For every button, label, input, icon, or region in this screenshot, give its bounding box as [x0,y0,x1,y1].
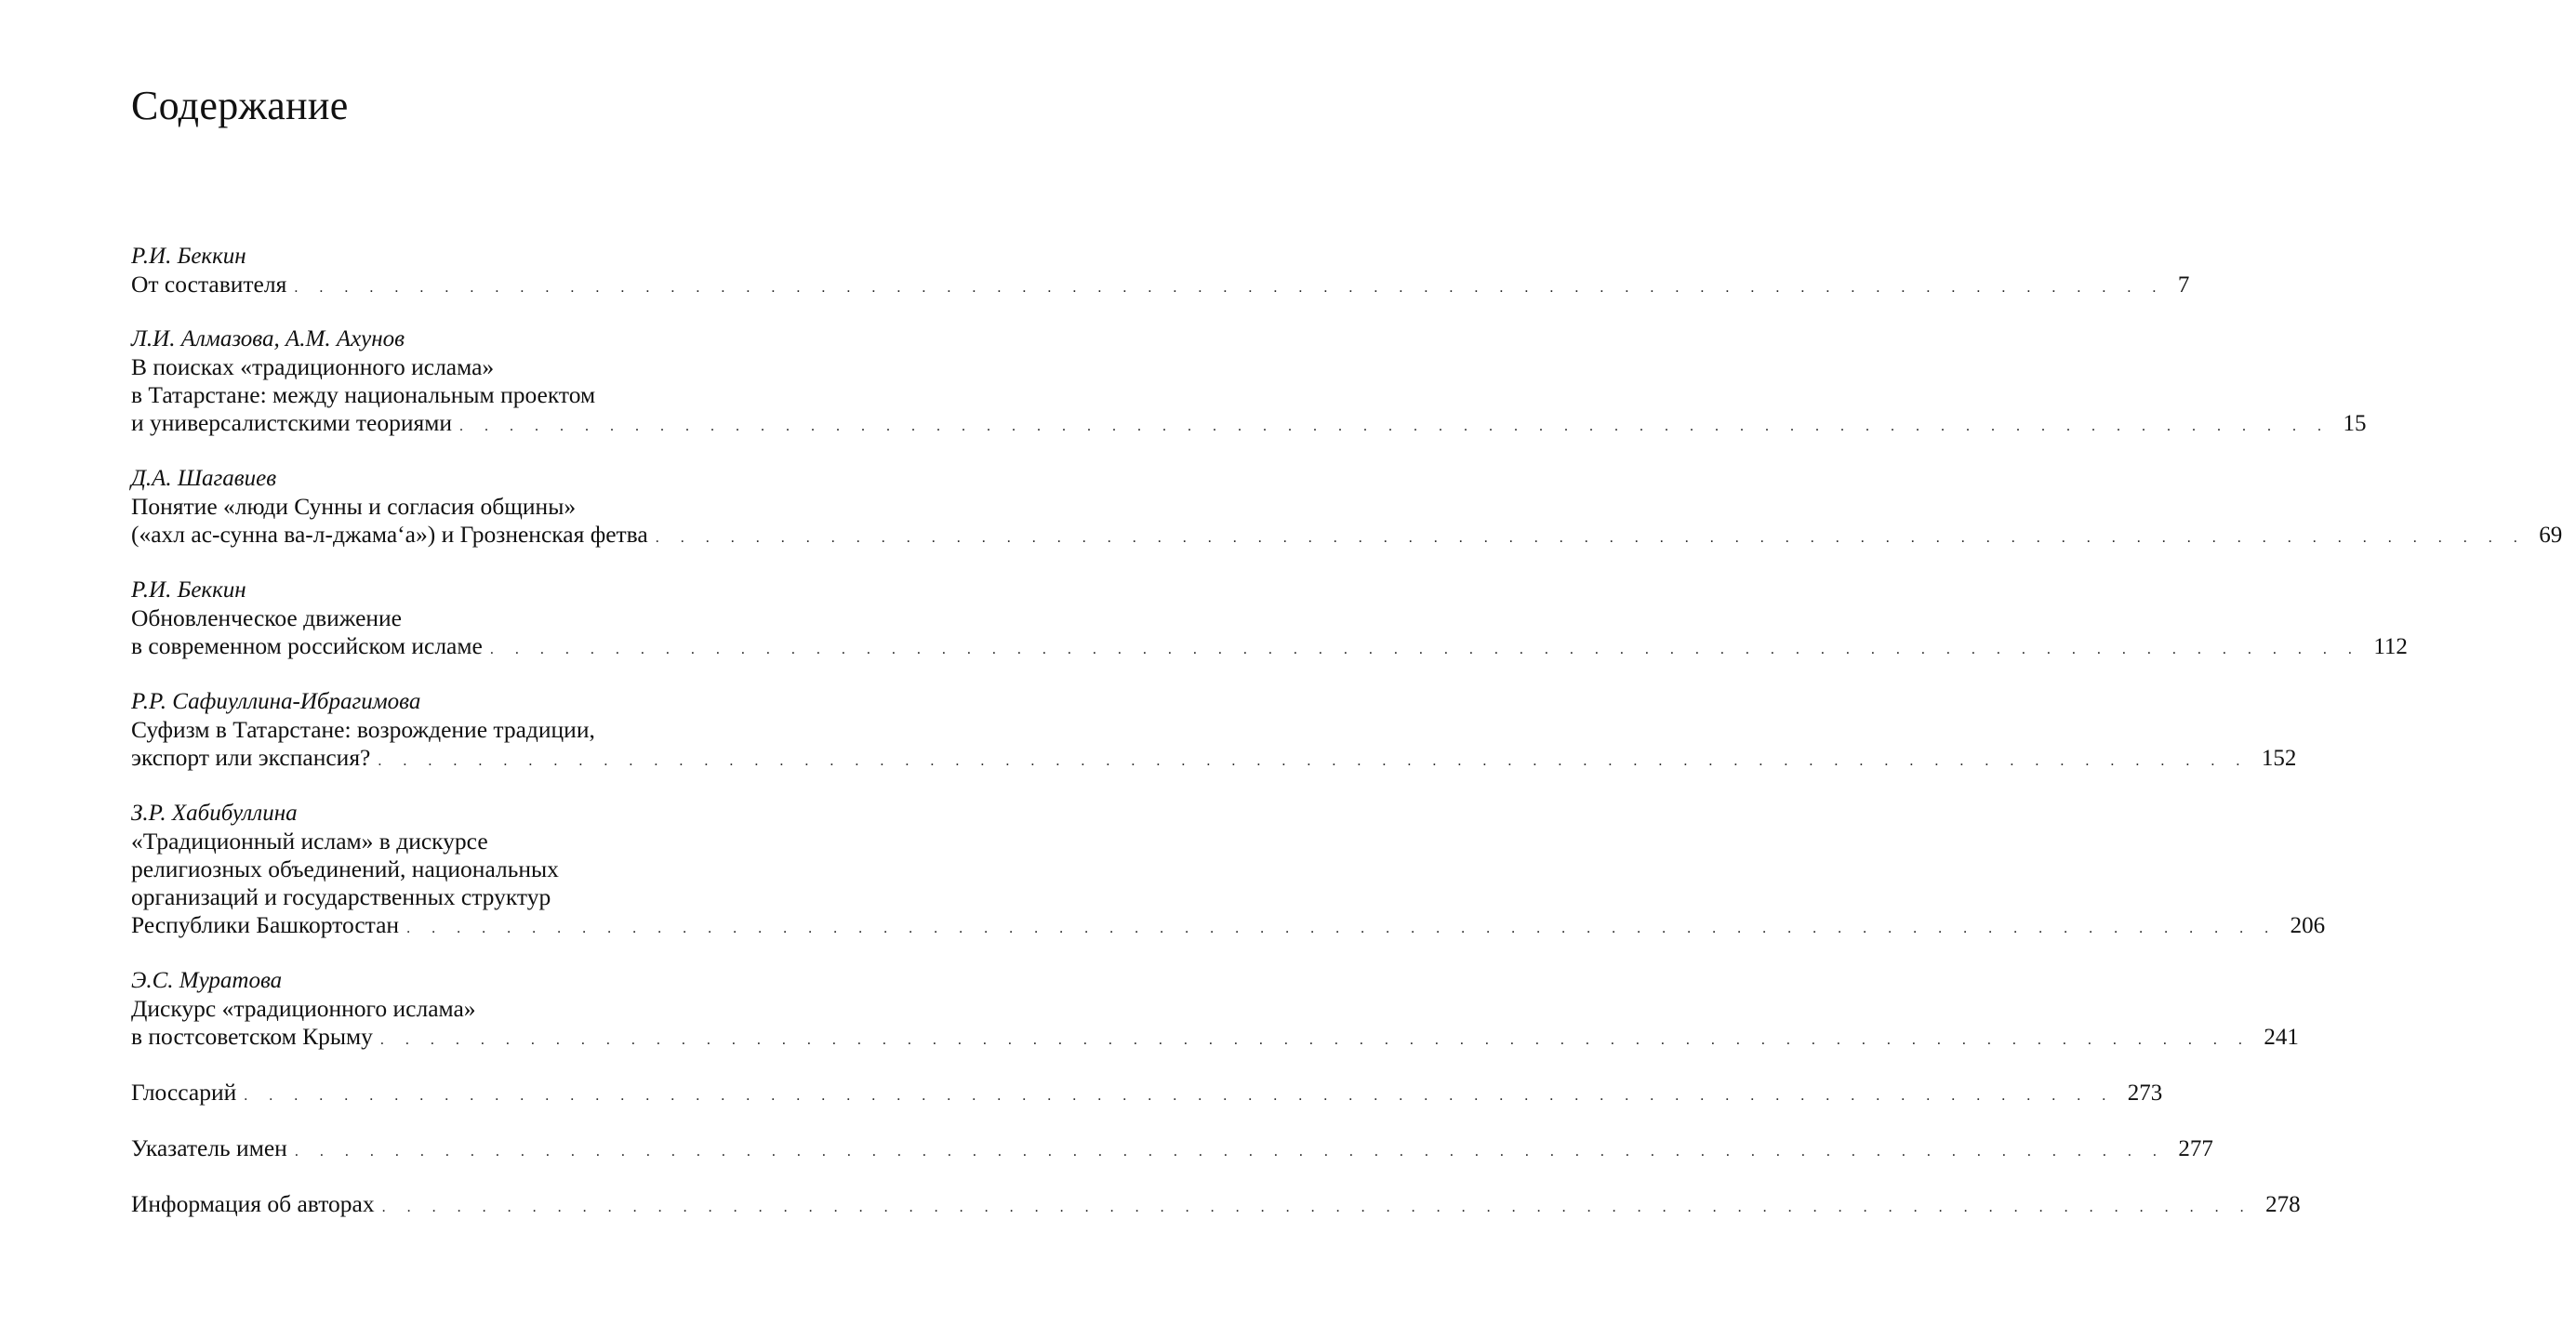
toc-entry[interactable] [131,800,2326,939]
toc-entry-page-number: 273 [2127,1080,2163,1106]
toc-entry-page-number: 69 [2539,523,2563,548]
toc-entry-title-last-line [131,271,2190,298]
toc-entry-title-line: Обновленческое движение [131,604,402,631]
dot-leader: . . . . . . . . . . . . . . . . . . . . . . . . . . . . . . . . . . . . . . . . . . . . . . . . . . . . . . . . . . . . . . . . . . . . . . . . . . . [458,418,2330,434]
toc-entry-title-last-line [131,744,2297,772]
toc-entry-page-number: 277 [2178,1136,2213,1161]
toc-entry[interactable] [131,325,2367,437]
dot-leader: . . . . . . . . . . . . . . . . . . . . . . . . . . . . . . . . . . . . . . . . . . . . . . . . . . . . . . . . . . . . . . . . . . . . . . . . . . . [244,1088,2115,1104]
toc-entry-title-line: Понятие «люди Сунны и согласия общины» [131,493,577,520]
page-title: Содержание [131,83,349,128]
toc-entry-title-line: Дискурс «традиционного ислама» [131,995,476,1022]
dot-leader: . . . . . . . . . . . . . . . . . . . . . . . . . . . . . . . . . . . . . . . . . . . . . . . . . . . . . . . . . . . . . . . . . . . . . . . . . . . [489,642,2361,657]
toc-entry[interactable] [131,1134,2213,1162]
toc-entry-title-last-line [131,409,2367,437]
toc-entry-author: Л.И. Алмазова, А.М. Ахунов [131,326,405,351]
toc-entry-title-last-line [131,1079,2163,1107]
toc-entry-title-text: Информация об авторах [131,1190,375,1217]
toc-entry[interactable] [131,577,2408,660]
toc-entry-title-text: От составителя [131,271,287,298]
toc-entry-title-text: в современном российском исламе [131,632,483,659]
toc-entry-title-text: Республики Башкортостан [131,911,400,938]
toc-entry-title-last-line [131,1134,2213,1162]
toc-entry-page-number: 241 [2264,1025,2299,1050]
toc-entry[interactable] [131,1190,2301,1218]
toc-entry-page-number: 7 [2177,272,2190,298]
toc-entry-title-line: В поисках «традиционного ислама» [131,353,495,380]
table-of-contents [131,243,2563,1218]
toc-entry-title-text: экспорт или экспансия? [131,744,371,771]
toc-entry-author: Р.Р. Сафиуллина-Ибрагимова [131,689,421,714]
toc-entry-title-line: «Традиционный ислам» в дискурсе [131,828,488,855]
toc-entry[interactable] [131,243,2190,298]
toc-entry-title-last-line [131,632,2408,660]
toc-entry-title-text: в постсоветском Крыму [131,1023,373,1050]
toc-entry-title-last-line [131,1190,2301,1218]
toc-entry-author: Д.А. Шагавиев [131,466,277,491]
dot-leader: . . . . . . . . . . . . . . . . . . . . . . . . . . . . . . . . . . . . . . . . . . . . . . . . . . . . . . . . . . . . . . . . . . . . . . . . . . . [406,921,2277,936]
dot-leader: . . . . . . . . . . . . . . . . . . . . . . . . . . . . . . . . . . . . . . . . . . . . . . . . . . . . . . . . . . . . . . . . . . . . . . . . . . . [381,1200,2253,1215]
toc-entry-title-text: Глоссарий [131,1079,237,1106]
toc-entry-title-line: организаций и государственных структур [131,883,551,910]
dot-leader: . . . . . . . . . . . . . . . . . . . . . . . . . . . . . . . . . . . . . . . . . . . . . . . . . . . . . . . . . . . . . . . . . . . . . . . . . . . [294,280,2165,296]
toc-entry-title-text: и универсалистскими теориями [131,409,452,436]
toc-entry-author: Р.И. Беккин [131,244,246,269]
toc-entry-author: З.Р. Хабибуллина [131,801,298,826]
toc-entry[interactable] [131,1079,2163,1107]
toc-entry-page-number: 112 [2373,634,2408,659]
toc-entry[interactable] [131,465,2563,549]
dot-leader: . . . . . . . . . . . . . . . . . . . . . . . . . . . . . . . . . . . . . . . . . . . . . . . . . . . . . . . . . . . . . . . . . . . . . . . . . . . [379,1032,2251,1048]
toc-entry-title-line: религиозных объединений, национальных [131,855,559,882]
toc-entry[interactable] [131,688,2297,772]
toc-entry-title-line: в Татарстане: между национальным проектом [131,381,596,408]
toc-entry-page-number: 15 [2343,411,2367,436]
dot-leader: . . . . . . . . . . . . . . . . . . . . . . . . . . . . . . . . . . . . . . . . . . . . . . . . . . . . . . . . . . . . . . . . . . . . . . . . . . . [378,753,2249,769]
toc-entry[interactable] [131,967,2299,1051]
toc-entry-author: Э.С. Муратова [131,968,283,993]
toc-entry-title-text: Указатель имен [131,1134,287,1161]
toc-entry-title-line: Суфизм в Татарстане: возрождение традиции, [131,716,595,743]
toc-entry-author: Р.И. Беккин [131,577,246,603]
toc-entry-title-last-line [131,521,2563,549]
dot-leader: . . . . . . . . . . . . . . . . . . . . . . . . . . . . . . . . . . . . . . . . . . . . . . . . . . . . . . . . . . . . . . . . . . . . . . . . . . . [655,530,2527,546]
toc-entry-page-number: 206 [2290,913,2326,938]
dot-leader: . . . . . . . . . . . . . . . . . . . . . . . . . . . . . . . . . . . . . . . . . . . . . . . . . . . . . . . . . . . . . . . . . . . . . . . . . . . [294,1144,2166,1160]
toc-entry-title-last-line [131,911,2326,939]
toc-entry-page-number: 152 [2261,746,2297,771]
toc-entry-title-text: («ахл ас-сунна ва-л-джама‘а») и Грозненская фетва [131,521,648,548]
toc-entry-title-last-line [131,1023,2299,1051]
toc-entry-page-number: 278 [2265,1192,2301,1217]
